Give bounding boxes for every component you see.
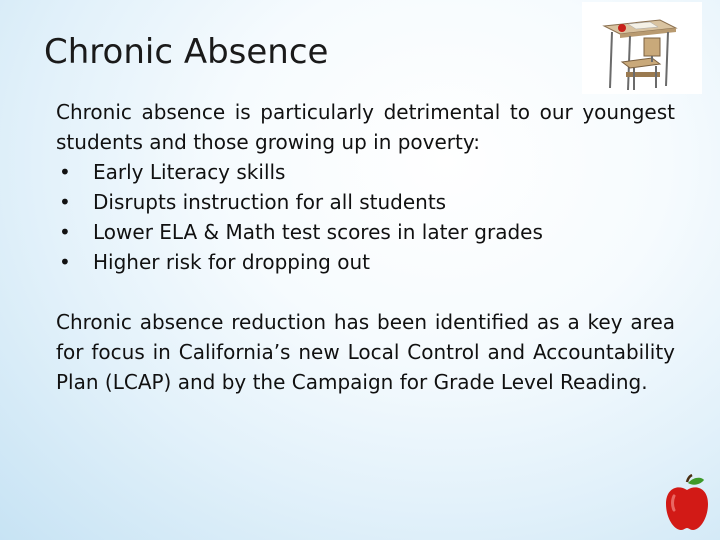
bullet-marker: • (59, 250, 71, 274)
bullet-item (56, 217, 675, 247)
school-desk-icon (582, 2, 702, 94)
bullet-text: Lower ELA & Math test scores in later grades (93, 220, 543, 244)
bullet-text: Higher risk for dropping out (93, 250, 370, 274)
bullet-marker: • (59, 190, 71, 214)
bullet-text: Disrupts instruction for all students (93, 190, 447, 214)
red-apple-icon (664, 474, 710, 532)
closing-paragraph: Chronic absence reduction has been identified as a key area for focus in California’s new Local Control and Accountability Plan (LCAP) and by the Campaign for Grade Level Reading. (56, 310, 675, 394)
bullet-item (56, 247, 675, 277)
bullet-text: Early Literacy skills (93, 160, 286, 184)
slide-title: Chronic Absence (44, 32, 329, 72)
bullet-list (56, 157, 675, 277)
intro-paragraph: Chronic absence is particularly detrimental to our youngest students and those growing up in poverty: (56, 100, 675, 154)
slide-body (56, 97, 675, 397)
bullet-marker: • (59, 220, 71, 244)
bullet-item (56, 157, 675, 187)
bullet-marker: • (59, 160, 71, 184)
bullet-item (56, 187, 675, 217)
